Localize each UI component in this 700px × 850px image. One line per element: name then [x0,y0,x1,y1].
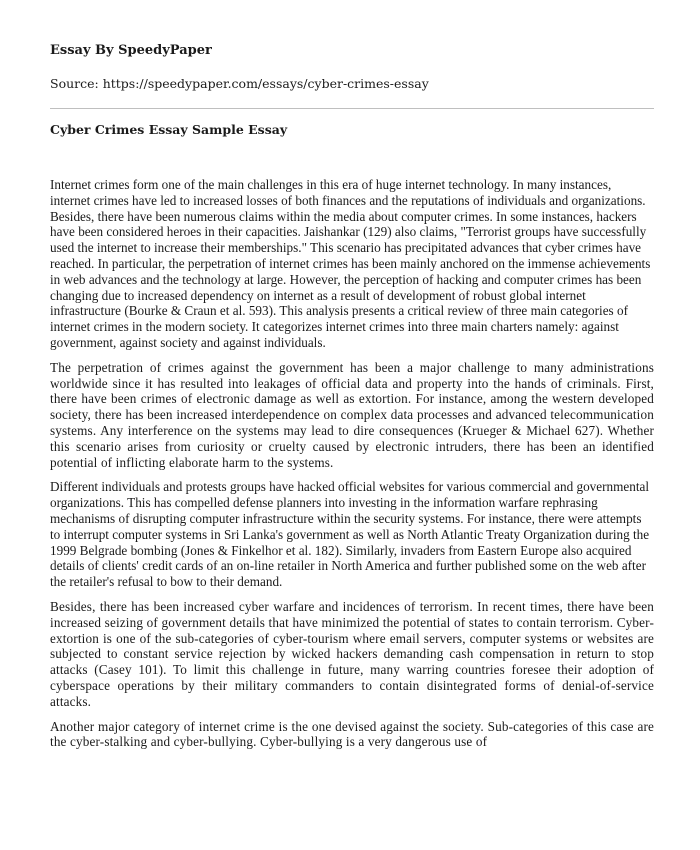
header-divider [50,108,654,109]
document-header-title: Essay By SpeedyPaper [50,43,212,58]
essay-paragraph-4: Besides, there has been increased cyber warfare and incidences of terrorism. In recent times, there have been increased seizing of government details that have minimized the potential of states to contain terrorism. Cyber-extortion is one of the sub-categories of cyber-tourism where email servers, computer systems or websites are subjected to constant service rejection by wicked hackers demanding cash compensation in return to stop attacks (Casey 101). To limit this challenge in future, many warring countries foresee their adoption of cyberspace operations by their military commanders to contain disintegrated forms of denial-of-service attacks. [50,598,654,709]
document-source-line: Source: https://speedypaper.com/essays/cyber-crimes-essay [50,76,429,91]
essay-paragraph-5: Another major category of internet crime is the one devised against the society. Sub-categories of this case are the cyber-stalking and cyber-bullying. Cyber-bullying is a very dangerous use of [50,718,654,750]
essay-title: Cyber Crimes Essay Sample Essay [50,122,288,137]
essay-paragraph-3: Different individuals and protests groups have hacked official websites for various commercial and governmental organizations. This has compelled defense planners into investing in the information warfare rephrasing mechanisms of disrupting computer infrastructure within the security systems. For instance, there were attempts to interrupt computer systems in Sri Lanka's government as well as North Atlantic Treaty Organization during the 1999 Belgrade bombing (Jones & Finkelhor et al. 182). Similarly, invaders from Eastern Europe also acquired details of clients' credit cards of an on-line retailer in North America and further published some on the web after the retailer's refusal to bow to their demand. [50,479,650,590]
essay-body [50,177,654,750]
document-page [50,42,654,759]
essay-paragraph-1: Internet crimes form one of the main challenges in this era of huge internet technology. In many instances, internet crimes have led to increased losses of both finances and the reputations of individuals and organizations. Besides, there have been numerous claims within the media about computer crimes. In some instances, hackers have been considered heroes in their capacities. Jaishankar (129) also claims, "Terrorist groups have successfully used the internet to increase their memberships." This scenario has precipitated advances that cyber crimes have reached. In particular, the perpetration of internet crimes has been mainly anchored on the immense achievements in web advances and the technology at large. However, the perception of hacking and computer crimes has been changing due to increased dependency on internet as a result of development of robust global internet infrastructure (Bourke & Craun et al. 593). This analysis presents a critical review of three main categories of internet crimes in the modern society. It categorizes internet crimes into three main charters namely: against government, against society and against individuals. [50,177,651,350]
essay-paragraph-2: The perpetration of crimes against the government has been a major challenge to many administrations worldwide since it has resulted into leakages of official data and property into the hands of criminals. First, there have been crimes of electronic damage as well as extortion. For instance, among the western developed society, there has been increased interdependence on complex data processes and advanced telecommunication systems. Any interference on the systems may lead to dire consequences (Krueger & Michael 627). Whether this scenario arises from curiosity or cruelty caused by electronic intruders, there has been an identified potential of inflicting elaborate harm to the systems. [50,359,654,470]
